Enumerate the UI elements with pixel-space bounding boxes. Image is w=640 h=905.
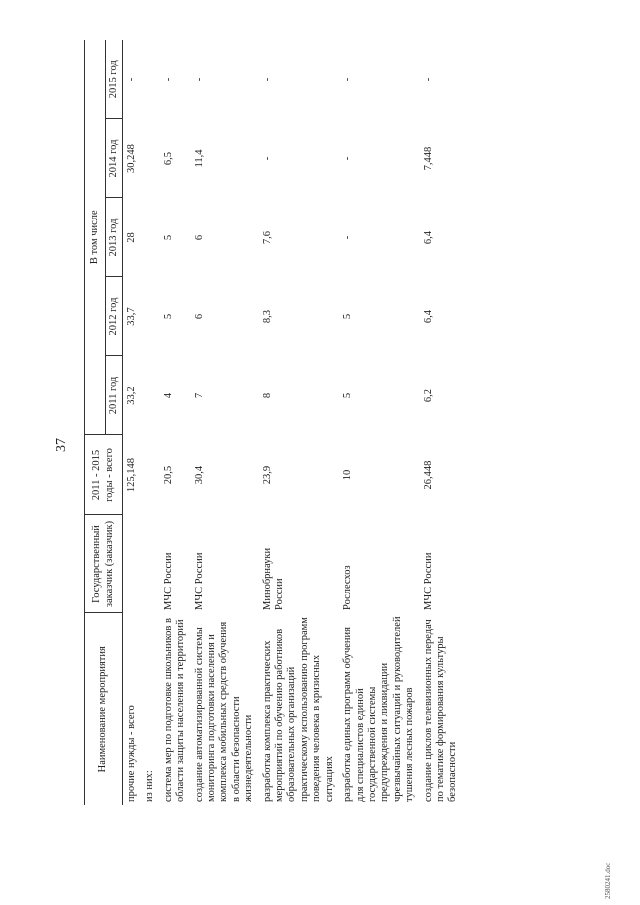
row-2011: 33,2 [126, 386, 137, 405]
row-2015: - [422, 77, 434, 82]
row-2011: 5 [342, 392, 354, 399]
header-year-2011: 2011 год [106, 356, 123, 435]
row-2012: 5 [162, 313, 174, 320]
row-2013: 28 [126, 232, 137, 243]
row-2012: 6,4 [422, 309, 434, 324]
row-2011 [141, 356, 159, 435]
table-row [191, 40, 259, 805]
header-name: Наименование мероприятия [85, 613, 123, 805]
header-total: 2011 - 2015 годы - всего [85, 435, 123, 515]
row-2015 [141, 40, 159, 119]
measures-table [84, 40, 463, 805]
row-2013: 7,6 [261, 230, 273, 245]
table-row [420, 40, 463, 805]
row-customer [123, 515, 142, 613]
row-customer: МЧС России [193, 552, 205, 610]
table-row [123, 40, 142, 805]
row-2012: 6 [193, 313, 205, 320]
row-2012: 5 [342, 313, 354, 320]
row-2013: - [342, 235, 354, 240]
header-year-2012: 2012 год [106, 277, 123, 356]
table-row [259, 40, 339, 805]
row-customer: МЧС России [162, 552, 174, 610]
row-2011: 4 [162, 392, 174, 399]
row-customer: Рослесхоз [342, 565, 354, 610]
header-year-2013: 2013 год [106, 198, 123, 277]
row-2015: - [193, 77, 205, 82]
row-2012: 8,3 [261, 309, 273, 324]
row-2011: 6,2 [422, 388, 434, 403]
header-year-2015: 2015 год [106, 40, 123, 119]
row-name: прочие нужды - всего [126, 705, 137, 802]
row-total: 23,9 [261, 465, 273, 485]
row-2014: 30,248 [126, 144, 137, 173]
row-2015: - [342, 77, 354, 82]
row-2012: 33,7 [126, 307, 137, 326]
row-name: разработка единых программ обучения для специалистов единой государственной системы предупреждения и ликвидации чрезвычайных ситуаций и руководителей тушения лесных пожаров [342, 616, 416, 802]
row-2015: - [162, 77, 174, 82]
document-id: 2580241.doc [604, 862, 612, 899]
row-customer: МЧС России [422, 552, 434, 610]
row-2014: - [342, 156, 354, 161]
row-customer: Минобрнауки России [261, 547, 286, 610]
row-name: разработка комплекса практических мероприятий по обучению работников образовательных организаций практическому использованию программ поведения человека в кризисных ситуациях [261, 617, 335, 802]
row-customer [141, 515, 159, 613]
row-total: 26,448 [422, 460, 434, 490]
row-2014 [141, 119, 159, 198]
row-2013: 5 [162, 234, 174, 241]
row-2014: 11,4 [193, 149, 205, 168]
row-2015: - [126, 77, 137, 82]
header-customer: Государственный заказчик (заказчик) [85, 515, 123, 613]
row-2013 [141, 198, 159, 277]
row-2015: - [261, 77, 273, 82]
row-total: 20,5 [162, 465, 174, 485]
header-including: В том числе [85, 40, 106, 435]
row-name: создание автоматизированной системы мониторинга подготовки населения и комплекса мобильных средств обучения в области безопасности жизнедеятельности [193, 621, 255, 802]
row-name: создание циклов телевизионных передач по тематике формирования культуры безопасности [422, 619, 459, 802]
row-name: система мер по подготовке школьников в области защиты населения и территорий [162, 618, 187, 802]
row-total [141, 435, 159, 515]
row-2013: 6 [193, 234, 205, 241]
row-2014: 7,448 [422, 146, 434, 171]
row-total: 30,4 [193, 465, 205, 485]
row-total: 125,148 [126, 457, 137, 493]
row-2011: 8 [261, 392, 273, 399]
page-number: 37 [54, 438, 69, 452]
table-row [160, 40, 191, 805]
table-row [141, 40, 159, 805]
header-year-2014: 2014 год [106, 119, 123, 198]
row-2012 [141, 277, 159, 356]
row-total: 10 [342, 469, 354, 481]
row-2011: 7 [193, 392, 205, 399]
table-row [339, 40, 419, 805]
row-2014: 6,5 [162, 151, 174, 166]
row-2013: 6,4 [422, 230, 434, 245]
row-name: из них: [144, 770, 156, 802]
row-2014: - [261, 156, 273, 161]
